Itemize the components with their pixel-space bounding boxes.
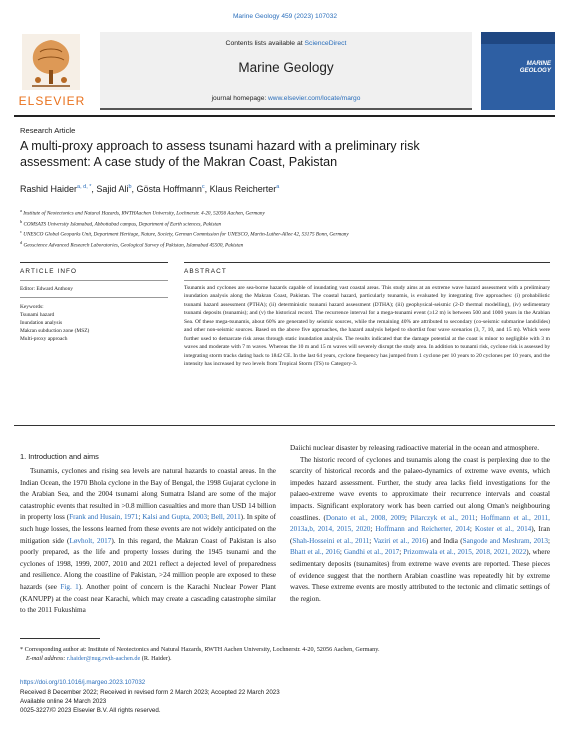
homepage-link[interactable]: www.elsevier.com/locate/margo [268,95,361,102]
affiliation-item: $^b$ COMSATS University Islamabad, Abbottabad campus, Department of Earth sciences, Pakistan [20,218,222,228]
elsevier-logo[interactable] [14,32,90,110]
article-title: A multi-proxy approach to assess tsunami hazard with a preliminary risk assessment: A case study of the Makran Coast, Pakistan [20,139,420,169]
cover-stripe [481,32,555,44]
footnote-rule [20,638,100,639]
homepage-prefix: journal homepage: [211,95,269,102]
affiliation-item: $^c$ UNESCO Global Geoparks Unit, Department Heritage, Nature, Society, German Commission for UNESCO, Martin-Luther-Allee 42, 53175 Bonn, Germany [20,229,349,239]
section-heading-introduction: 1. Introduction and aims [20,452,99,461]
journal-masthead [100,32,472,110]
elsevier-wordmark: ELSEVIER [18,94,86,108]
corresponding-author-text: * Corresponding author at: Institute of Neotectonics and Natural Hazards, RWTH Aachen University, Lochnerstr. 4-20, 52056 Aachen, Germany. [20,646,380,653]
keyword-item: Inundation analysis [20,320,63,326]
article-info-heading: ARTICLE INFO [20,268,78,275]
sciencedirect-link[interactable]: ScienceDirect [304,40,347,47]
author-name[interactable]: Rashid Haider [20,184,78,194]
author-list: Rashid Haider$^{a, d, *}$, Sajid Ali$^b$, Gösta Hoffmann$^c$, Klaus Reicherter$^a$ [20,184,280,194]
keyword-item: Makran subduction zone (MSZ) [20,328,90,334]
received-dates: Received 8 December 2022; Received in revised form 2 March 2023; Accepted 22 March 2023 [20,689,280,696]
abstract-rule [184,262,550,263]
email-link[interactable]: r.haider@nug.rwth-aachen.de [67,655,141,662]
cover-title: MARINE GEOLOGY [519,60,551,74]
body-column-right: Daiichi nuclear disaster by releasing radioactive material in the ocean and atmosphere. The historic record of cyclones and tsunamis along the coast is perplexing due to the scarcity of historical records and the palaeo-dynamics of extreme wave events, which impedes hazard assessment. Further, the study area lacks field investigations for the palaeo-extreme wave events to approximate their recurrence intervals and coastal impacts. Significant exploratory work has been carried out along Oman's neighbouring coastlines. (Donato et al., 2008, 2009; Pilarczyk et al., 2011; Hoffmann et al., 2011, 2013a,b, 2014, 2015, 2020; Hoffmann and Reicherter, 2014; Koster et al., 2014), Iran (Shah-Hosseini et al., 2011; Vaziri et al., 2016) and India (Sangode and Meshram, 2013; Bhatt et al., 2016; Gandhi et al., 2017; Prizomwala et al., 2015, 2018, 2021, 2022), where sedimentary deposits (tsunamites) from extreme wave events are reported. These pieces of evidence suggest that the northern Arabian coastline was repeatedly hit by extreme waves. These extreme events are mostly attributed to the tectonic and climatic settings of the region. [290,444,551,603]
author-affil-sup[interactable]: a [276,184,280,190]
doi-link[interactable]: https://doi.org/10.1016/j.margeo.2023.107032 [20,679,146,686]
copyright-line: 0025-3227/© 2023 Elsevier B.V. All rights reserved. [20,706,161,714]
contents-available-line [100,40,472,47]
abstract-body: Tsunamis and cyclones are sea-borne hazards capable of inundating vast coastal areas. This study aims at an extreme wave hazard assessment with a preliminary inundation analysis along the Makran Coast, Pakistan. The coastal hazard, particularly tsunamis, is evaluated by integrating five approaches: (i) probabilistic tsunami hazard assessment (PTHA); (ii) deterministic tsunami hazard assessment (DTHA); (iii) geophysical-seismic (2-D thermal modelling), (iv) sedimentary tsunami deposits (tsunamis); and (v) the historical record. The recurrence interval for a mega-tsunami event (≥12 m) is between 500 and 1000 years in the Arabian Sea. Of these mega-tsunamis, about 60% are generated by seismic sources, while the remaining 40% are attributed to secondary (co-seismic submarine landslides) and other non-seismic sources. Based on the above five approaches, the hazard analysis helped to shortlist four wave scenarios (3, 7, 10, and 15 m). Which were further used to demarcate risk areas through static inundation analysis. The results indicated that the damage potential at the coast is minor to negligible with 3 m waves and moderate with 7 m waves. Whereas the 10 m and 15 m waves will severely disrupt the study area. In addition to tsunami risk, cyclone risk is assessed by integrating storm tracks dating back to 1842 CE. In the last 64 years, cyclone frequency has jumped from 1 cyclone per 10 years to 20 cyclones per 10 years, and the intensity has increased by two levels from Tropical Storm (TS) to Category-3. [184,285,550,368]
author-name[interactable]: Sajid Ali [96,184,129,194]
affiliation-item: $^a$ Institute of Neotectonics and Natural Hazards, RWTHAachen University, Lochnerstr. 4-20, 52056 Aachen, Germany [20,208,265,217]
email-label: E-mail address: [26,655,68,662]
keyword-item: Multi-proxy approach [20,336,68,342]
article-info-subrule [20,280,168,281]
author-affil-sup[interactable]: a, d, * [77,184,92,190]
keyword-item: Tsunami hazard [20,312,55,318]
abstract-bottom-rule [14,425,555,426]
journal-name: Marine Geology [238,60,334,75]
editor-line: Editor: Edward Anthony [20,286,74,292]
article-info-rule [20,262,168,263]
journal-header [14,32,555,110]
body-column-left: Tsunamis, cyclones and rising sea levels are natural hazards to coastal areas. In the Indian Ocean, the 1970 Bhola cyclone in the Bay of Bengal, the 1998 Gujarat cyclone in the Arabian Sea, and the 2004 tsunami along Sumatra Island are some of the major catastrophic events that resulted in >0.8 million casualties and more than USD 14 billion in property loss (Frank and Husain, 1971; Kalsi and Gupta, 2003; Bell, 2011). In spite of such huge losses, the lessons learned from these events are not widely anticipated on the mitigation side (Løvholt, 2017). In this regard, the Makran Coast of Pakistan is also poorly prepared, as the life and property losses during the 1945 tsunami and the cyclones of 1998, 1999, 2007, 2010 and 2021 reflect a dejected level of preparedness and resilience. Along the coastline of Pakistan, >24 million people are exposed to these hazards (see Fig. 1). Another point of concern is the Karachi Nuclear Power Plant (KANUPP) at the coast near Karachi, which may create a cascading catastrophe similar to the 2011 Fukushima [20,467,276,615]
email-suffix: (R. Haider). [140,655,172,662]
available-online-date: Available online 24 March 2023 [20,697,107,705]
abstract-subrule [184,280,550,281]
keywords-heading: Keywords: [20,304,44,310]
journal-cover-thumbnail[interactable] [481,32,555,110]
journal-reference[interactable]: Marine Geology 459 (2023) 107032 [232,13,338,20]
author-name[interactable]: Gösta Hoffmann [136,184,202,194]
author-name[interactable]: Klaus Reicherter [209,184,277,194]
contents-prefix: Contents lists available at [225,40,305,47]
article-dates [20,689,280,715]
elsevier-tree-icon [22,34,80,90]
affiliation-item: $^d$ Geoscience Advanced Research Laboratories, Geological Survey of Pakistan, Islamabad 45500, Pakistan [20,240,244,249]
header-rule [14,115,555,117]
affiliation-list [20,207,550,250]
abstract-heading: ABSTRACT [184,268,227,275]
author-affil-sup[interactable]: b [128,184,132,190]
author-affil-sup[interactable]: c [201,184,205,190]
article-type: Research Article [20,126,76,135]
keywords-rule [20,297,168,298]
corresponding-author-footnote [20,645,550,663]
journal-homepage-line [100,95,472,102]
